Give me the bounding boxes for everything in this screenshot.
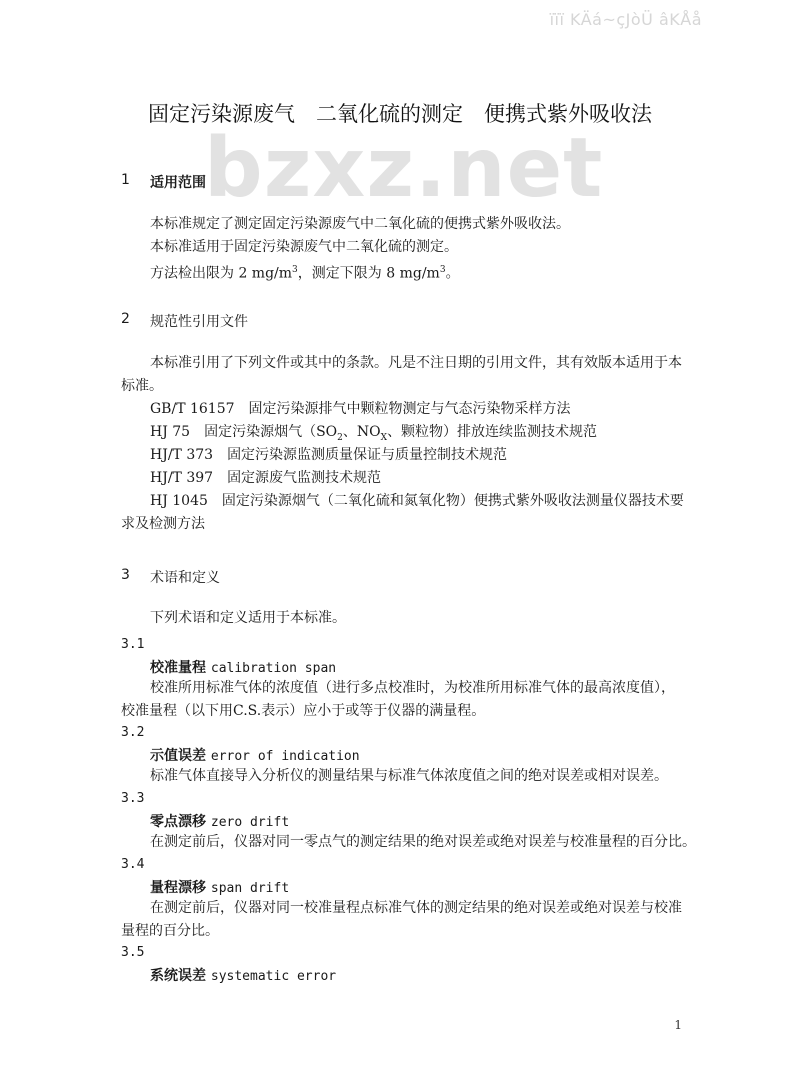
term-zh: 示值误差: [150, 748, 211, 764]
section-1-number: 1: [121, 172, 130, 188]
section-1-para-2: 本标准适用于固定污染源废气中二氧化硫的测定。: [150, 239, 458, 255]
limit-text-a: 方法检出限为 2 mg/m: [150, 265, 293, 282]
term-heading: [150, 965, 336, 985]
section-1-para-1: 本标准规定了测定固定污染源废气中二氧化硫的便携式紫外吸收法。: [150, 216, 570, 232]
title-part-2: 二氧化硫的测定: [316, 102, 463, 126]
term-heading: [150, 745, 360, 765]
term-number: 3.4: [121, 857, 145, 872]
term-en: zero drift: [210, 815, 290, 830]
reference-title: 固定源废气监测技术规范: [227, 470, 382, 486]
section-1-detection-limit: [150, 259, 460, 286]
term-heading: [150, 877, 289, 897]
reference-title-mid: 、NO: [342, 424, 381, 440]
reference-item: [150, 398, 571, 421]
term-heading: [150, 811, 289, 831]
reference-code: GB/T 16157: [150, 401, 235, 417]
section-3-intro: 下列术语和定义适用于本标准。: [150, 610, 346, 626]
term-number: 3.2: [121, 725, 145, 740]
term-en: error of indication: [210, 749, 360, 764]
term-en: span drift: [210, 881, 290, 896]
limit-text-b: ，测定下限为 8 mg/m: [297, 265, 440, 282]
document-title: [0, 98, 800, 128]
reference-item: [150, 444, 507, 467]
reference-title: 固定污染源烟气（二氧化硫和氮氧化物）便携式紫外吸收法测量仪器技术要: [221, 493, 684, 509]
reference-code: HJ 75: [150, 424, 191, 440]
limit-sup-2: 3: [439, 265, 446, 275]
section-1-title: 适用范围: [150, 175, 206, 191]
term-zh: 量程漂移: [150, 880, 211, 896]
term-definition: 标准气体直接导入分析仪的测量结果与标准气体浓度值之间的绝对误差或相对误差。: [150, 768, 668, 784]
reference-title-continuation: 求及检测方法: [121, 516, 205, 532]
title-part-3: 便携式紫外吸收法: [484, 102, 652, 126]
reference-code: HJ/T 397: [150, 470, 214, 486]
reference-title: 固定污染源监测质量保证与质量控制技术规范: [227, 447, 508, 463]
reference-code: HJ/T 373: [150, 447, 214, 463]
term-en: systematic error: [210, 969, 337, 984]
reference-title: 固定污染源排气中颗粒物测定与气态污染物采样方法: [248, 401, 571, 417]
term-number: 3.5: [121, 945, 145, 960]
section-2-title: 规范性引用文件: [150, 314, 248, 330]
reference-title-pre: 固定污染源烟气（SO: [204, 424, 338, 440]
section-2-number: 2: [121, 311, 130, 327]
term-definition-continuation: 校准量程（以下用C.S.表示）应小于或等于仪器的满量程。: [121, 703, 486, 719]
term-zh: 零点漂移: [150, 814, 211, 830]
reference-code: HJ 1045: [150, 493, 208, 509]
title-part-1: 固定污染源废气: [148, 102, 295, 126]
term-number: 3.3: [121, 791, 145, 806]
header-corner-text: ïïï KÄá~çJòÜ âKÅå: [549, 10, 702, 29]
term-zh: 系统误差: [150, 968, 211, 984]
term-definition-continuation: 量程的百分比。: [121, 923, 219, 939]
reference-sub-1: 2: [337, 432, 343, 443]
limit-text-c: 。: [445, 265, 460, 282]
watermark: bzxz.net: [204, 121, 604, 216]
term-number: 3.1: [121, 637, 145, 652]
term-definition: 在测定前后，仪器对同一校准量程点标准气体的测定结果的绝对误差或绝对误差与校准: [150, 900, 682, 916]
section-2-intro-line-1: 本标准引用了下列文件或其中的条款。凡是不注日期的引用文件，其有效版本适用于本: [150, 355, 682, 371]
limit-sup-1: 3: [292, 265, 298, 275]
reference-item: [150, 467, 381, 490]
section-3-title: 术语和定义: [150, 570, 220, 586]
reference-item: [150, 490, 684, 513]
reference-sub-2: X: [380, 432, 388, 443]
term-definition: 校准所用标准气体的浓度值（进行多点校准时，为校准所用标准气体的最高浓度值），: [150, 680, 675, 696]
term-definition: 在测定前后，仪器对同一零点气的测定结果的绝对误差或绝对误差与校准量程的百分比。: [150, 834, 696, 850]
term-zh: 校准量程: [150, 660, 211, 676]
section-2-intro-line-2: 标准。: [121, 378, 163, 394]
section-3-number: 3: [121, 567, 130, 583]
reference-title-post: 、颗粒物）排放连续监测技术规范: [387, 424, 598, 440]
term-heading: [150, 657, 336, 677]
page-number: 1: [674, 1018, 682, 1032]
term-en: calibration span: [210, 661, 337, 676]
